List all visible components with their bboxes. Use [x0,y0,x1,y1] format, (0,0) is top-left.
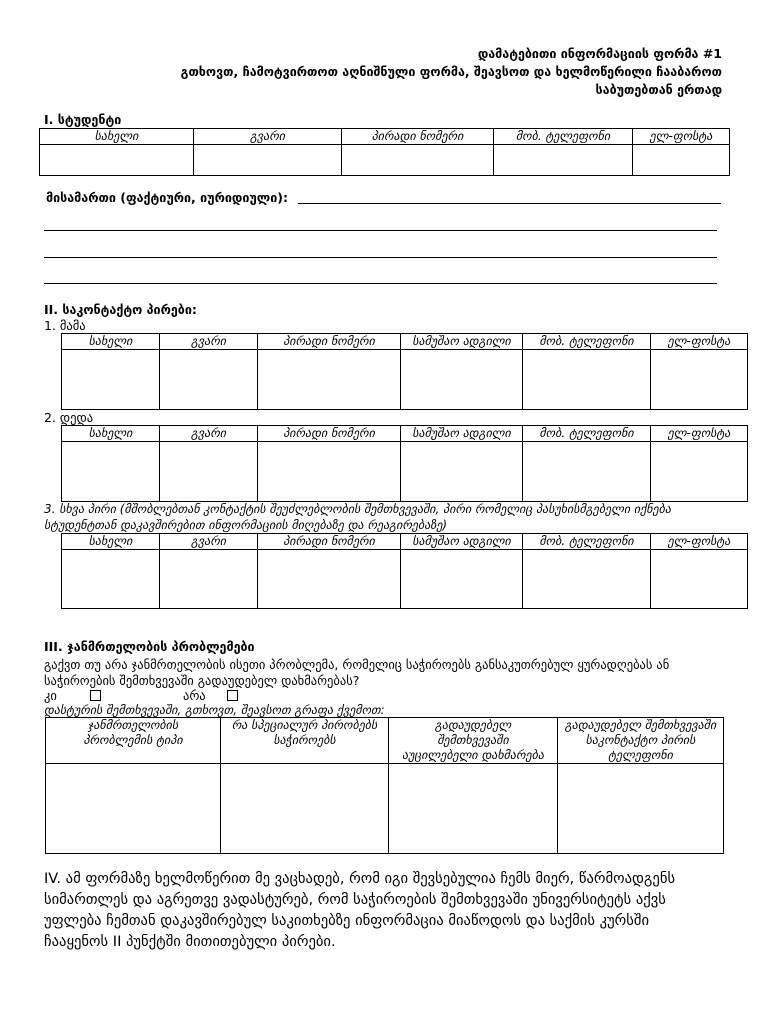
col-emergency-help-l3: აუცილებელი დახმარება [402,748,544,762]
other-personal-number-cell[interactable] [258,550,401,609]
father-label: 1. მამა [44,318,86,333]
section-health-title: III. ჯანმრთელობის პრობლემები [44,639,255,654]
other-first-name-cell[interactable] [62,550,160,609]
mother-label: 2. დედა [44,410,94,425]
col-emergency-contact-phone-l3: ტელეფონი [608,748,673,762]
declaration-line-2: სიმართლეს და აგრეთვე ვადასტურებ, რომ საჭიროების შემთხვევაში უნივერსიტეტს აქვს [44,891,666,908]
father-email-cell[interactable] [651,350,748,410]
col-workplace: სამუშაო ადგილი [401,534,523,550]
student-personal-number-cell[interactable] [342,145,494,176]
mother-table-header [62,426,748,442]
student-input-row [40,145,730,176]
col-personal-number: პირადი ნომერი [258,426,401,442]
emergency-contact-phone-cell[interactable] [558,764,724,854]
address-line-3[interactable] [44,257,717,258]
other-person-input-row [62,550,748,609]
col-emergency-contact-phone-l2: საკონტაქტო პირის [585,733,696,747]
col-email: ელ-ფოსტა [651,334,748,350]
health-problem-type-cell[interactable] [46,764,221,854]
father-workplace-cell[interactable] [401,350,523,410]
other-email-cell[interactable] [651,550,748,609]
col-last-name: გვარი [160,334,258,350]
mother-last-name-cell[interactable] [160,442,258,502]
col-emergency-help-l2: შემთხვევაში [437,733,509,747]
col-last-name: გვარი [160,534,258,550]
health-input-row [46,764,724,854]
col-mobile-phone: მობ. ტელეფონი [494,129,633,145]
address-line-1[interactable] [298,203,721,204]
student-mobile-cell[interactable] [494,145,633,176]
student-table [39,128,730,176]
col-personal-number: პირადი ნომერი [342,129,494,145]
mother-email-cell[interactable] [651,442,748,502]
other-last-name-cell[interactable] [160,550,258,609]
mother-workplace-cell[interactable] [401,442,523,502]
form-instructions-cont: საბუთებთან ერთად [595,82,722,97]
mother-table [61,425,748,502]
col-emergency-help-l1: გადაუდებელ [434,718,512,732]
col-workplace: სამუშაო ადგილი [401,334,523,350]
col-personal-number: პირადი ნომერი [258,334,401,350]
col-mobile-phone: მობ. ტელეფონი [523,534,651,550]
other-person-label-cont: სტუდენტთან დაკავშირებით ინფორმაციის მიღებაზე და რეაგირებაზე) [44,518,448,532]
col-last-name: გვარი [194,129,342,145]
col-emergency-contact-phone-l1: გადაუდებელ შემთხვევაში [564,718,717,732]
col-special-conditions-l1: რა სპეციალურ პირობებს [231,718,378,732]
father-table [61,333,748,410]
form-instructions: გთხოვთ, ჩამოტვირთოთ აღნიშნული ფორმა, შეავსოთ და ხელმოწერილი ჩააბაროთ [180,64,722,79]
address-line-2[interactable] [44,230,717,231]
other-person-table-header [62,534,748,550]
address-line-4[interactable] [44,283,717,284]
mother-personal-number-cell[interactable] [258,442,401,502]
other-person-label: 3. სხვა პირი (მშობლებთან კონტაქტის შეუძლებლობის შემთხვევაში, პირი რომელიც პასუხისმგებელი იქნება [44,502,671,516]
col-emergency-help [389,718,558,764]
yes-label: კი [44,688,57,703]
emergency-help-cell[interactable] [389,764,558,854]
col-mobile-phone: მობ. ტელეფონი [523,334,651,350]
student-email-cell[interactable] [633,145,730,176]
col-mobile-phone: მობ. ტელეფონი [523,426,651,442]
address-label: მისამართი (ფაქტიური, იურიდიული): [46,190,288,205]
father-input-row [62,350,748,410]
declaration-paragraph [44,868,744,952]
col-health-problem-type-l1: ჯანმრთელობის [87,718,179,732]
father-last-name-cell[interactable] [160,350,258,410]
col-first-name: სახელი [62,534,160,550]
student-last-name-cell[interactable] [194,145,342,176]
col-special-conditions-l2: საჭიროებს [273,733,336,747]
col-last-name: გვარი [160,426,258,442]
col-workplace: სამუშაო ადგილი [401,426,523,442]
mother-input-row [62,442,748,502]
declaration-line-3: უფლება ჩემთან დაკავშირებულ საკითხებზე ინფორმაცია მიაწოდოს და საქმის კურსში [44,912,650,929]
other-person-table [61,533,748,609]
col-first-name: სახელი [62,334,160,350]
health-question-cont: საჭიროების შემთხვევაში გადაუდებელ დახმარებას? [44,673,360,688]
col-personal-number: პირადი ნომერი [258,534,401,550]
father-first-name-cell[interactable] [62,350,160,410]
declaration-line-1: IV. ამ ფორმაზე ხელმოწერით მე ვაცხადებ, რომ იგი შევსებულია ჩემს მიერ, წარმოადგენს [44,870,676,887]
col-emergency-contact-phone [558,718,724,764]
mother-first-name-cell[interactable] [62,442,160,502]
no-label: არა [183,688,206,703]
col-email: ელ-ფოსტა [651,426,748,442]
no-checkbox[interactable] [227,690,238,701]
col-first-name: სახელი [40,129,194,145]
form-title: დამატებითი ინფორმაციის ფორმა #1 [477,46,722,61]
yes-checkbox[interactable] [90,690,101,701]
father-mobile-cell[interactable] [523,350,651,410]
col-health-problem-type [46,718,221,764]
col-first-name: სახელი [62,426,160,442]
col-email: ელ-ფოსტა [633,129,730,145]
father-personal-number-cell[interactable] [258,350,401,410]
mother-mobile-cell[interactable] [523,442,651,502]
father-table-header [62,334,748,350]
health-question: გაქვთ თუ არა ჯანმრთელობის ისეთი პრობლემა, რომელიც საჭიროებს განსაკუთრებულ ყურადღებას ან [44,657,670,672]
declaration-line-4: ჩააყენოს II პუნქტში მითითებული პირები. [44,933,336,950]
other-mobile-cell[interactable] [523,550,651,609]
student-first-name-cell[interactable] [40,145,194,176]
other-workplace-cell[interactable] [401,550,523,609]
health-table [45,717,724,854]
student-table-header [40,129,730,145]
col-email: ელ-ფოსტა [651,534,748,550]
col-special-conditions [221,718,389,764]
special-conditions-cell[interactable] [221,764,389,854]
health-table-header [46,718,724,764]
section-contacts-title: II. საკონტაქტო პირები: [44,302,197,317]
confirm-instruction: დასტურის შემთხვევაში, გთხოვთ, შეავსოთ გრაფა ქვემოთ: [44,703,385,717]
section-student-title: I. სტუდენტი [44,112,122,127]
col-health-problem-type-l2: პრობლემის ტიპი [83,733,183,747]
